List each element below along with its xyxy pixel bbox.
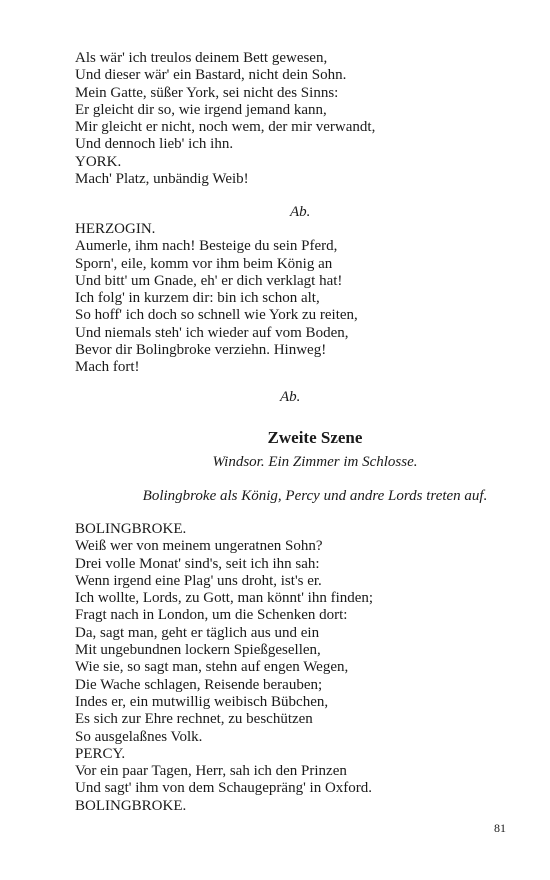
verse-line: Weiß wer von meinem ungeratnen Sohn? bbox=[75, 538, 323, 555]
verse-line: Mach fort! bbox=[75, 359, 140, 376]
verse-line: Es sich zur Ehre rechnet, zu beschützen bbox=[75, 711, 313, 728]
verse-line: Und dennoch lieb' ich ihn. bbox=[75, 136, 234, 153]
verse-line: Aumerle, ihm nach! Besteige du sein Pferd, bbox=[75, 238, 338, 255]
verse-line: Als wär' ich treulos deinem Bett gewesen, bbox=[75, 50, 328, 66]
verse-line: Wenn irgend eine Plag' uns droht, ist's er. bbox=[75, 572, 322, 589]
verse-line: So ausgelaßnes Volk. bbox=[75, 728, 203, 745]
speaker-name: PERCY. bbox=[75, 745, 126, 762]
scene-setting: Windsor. Ein Zimmer im Schlosse. bbox=[212, 454, 418, 470]
verse-line: Bevor dir Bolingbroke verziehn. Hinweg! bbox=[75, 342, 327, 359]
verse-line: Mein Gatte, süßer York, sei nicht des Sinns: bbox=[75, 84, 339, 101]
verse-line: Er gleicht dir so, wie irgend jemand kann, bbox=[75, 101, 327, 118]
verse-line: Drei volle Monat' sind's, seit ich ihn sah: bbox=[75, 555, 320, 572]
verse-block-bolingbroke bbox=[75, 521, 495, 815]
verse-line: Indes er, ein mutwillig weibisch Bübchen, bbox=[75, 693, 329, 710]
verse-line: Ich folg' in kurzem dir: bin ich schon alt, bbox=[75, 290, 320, 307]
verse-line: Mach' Platz, unbändig Weib! bbox=[75, 171, 249, 188]
verse-line: So hoff' ich doch so schnell wie York zu reiten, bbox=[75, 307, 358, 324]
stage-direction-exit: Ab. bbox=[290, 204, 311, 220]
verse-line: Fragt nach in London, um die Schenken dort: bbox=[75, 607, 348, 624]
verse-line: Sporn', eile, komm vor ihm beim König an bbox=[75, 255, 333, 272]
verse-block-herzogin bbox=[75, 221, 495, 377]
verse-line: Wie sie, so sagt man, stehn auf engen Wegen, bbox=[75, 659, 349, 676]
verse-line: Die Wache schlagen, Reisende berauben; bbox=[75, 676, 323, 693]
verse-line: Vor ein paar Tagen, Herr, sah ich den Prinzen bbox=[75, 763, 347, 780]
page-number: 81 bbox=[494, 821, 506, 835]
speaker-name: YORK. bbox=[75, 153, 122, 170]
verse-block-york bbox=[75, 50, 495, 188]
speaker-name: BOLINGBROKE. bbox=[75, 797, 187, 814]
speaker-name: HERZOGIN. bbox=[75, 221, 156, 237]
stage-direction-entrance: Bolingbroke als König, Percy und andre Lords treten auf. bbox=[142, 488, 488, 504]
stage-direction-exit: Ab. bbox=[280, 389, 301, 405]
speaker-name: BOLINGBROKE. bbox=[75, 521, 187, 537]
verse-line: Ich wollte, Lords, zu Gott, man könnt' ihn finden; bbox=[75, 590, 374, 607]
verse-line: Mir gleicht er nicht, noch wem, der mir verwandt, bbox=[75, 119, 376, 136]
verse-line: Und sagt' ihm von dem Schaugepräng' in Oxford. bbox=[75, 780, 373, 797]
verse-line: Da, sagt man, geht er täglich aus und ein bbox=[75, 624, 320, 641]
verse-line: Und niemals steh' ich wieder auf vom Boden, bbox=[75, 324, 349, 341]
scene-heading: Zweite Szene bbox=[267, 428, 363, 447]
verse-line: Und dieser wär' ein Bastard, nicht dein Sohn. bbox=[75, 67, 347, 84]
verse-line: Mit ungebundnen lockern Spießgesellen, bbox=[75, 642, 321, 659]
verse-line: Und bitt' um Gnade, eh' er dich verklagt hat! bbox=[75, 272, 343, 289]
